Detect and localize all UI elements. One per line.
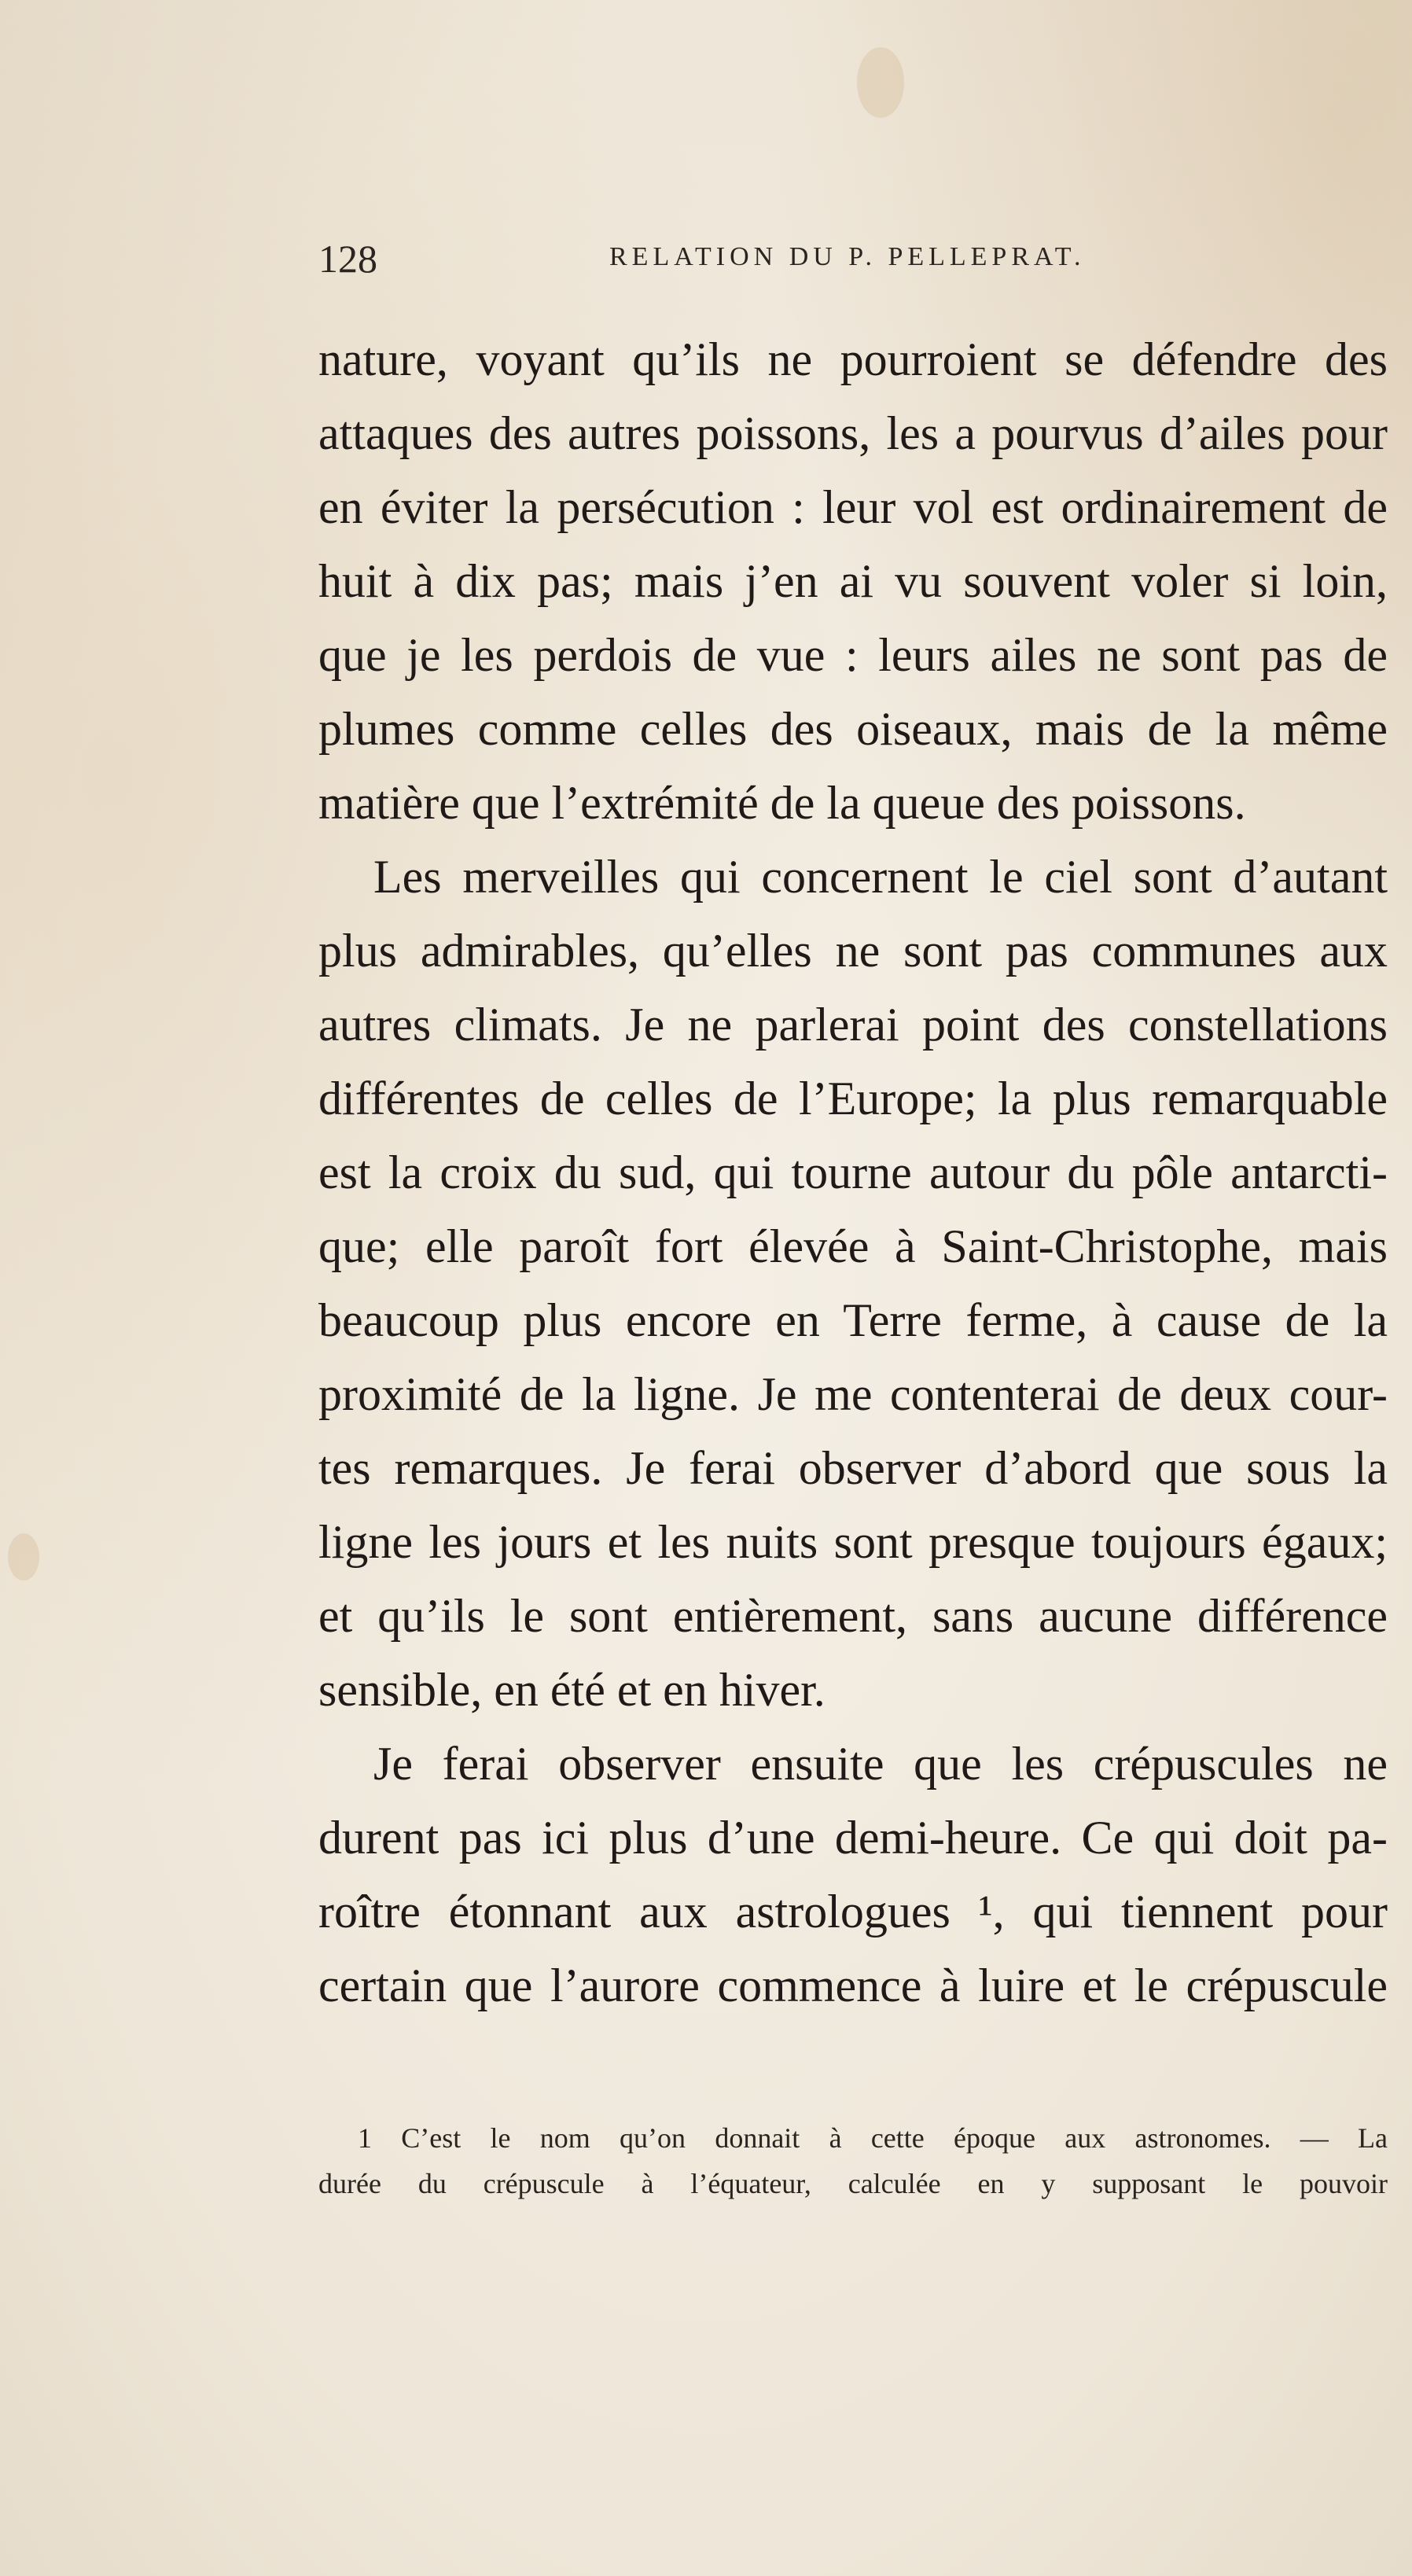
text-line: plus admirables, qu’elles ne sont pas communes aux (318, 925, 1388, 977)
text-line: proximité de la ligne. Je me contenterai de deux cour- (318, 1368, 1388, 1420)
paper-stain (8, 1533, 39, 1581)
text-line: attaques des autres poissons, les a pourvus d’ailes pour (318, 407, 1388, 459)
text-line: durent pas ici plus d’une demi-heure. Ce qui doit pa- (318, 1812, 1388, 1864)
text-line: huit à dix pas; mais j’en ai vu souvent voler si loin, (318, 555, 1388, 607)
page-header (318, 236, 1388, 299)
page-number: 128 (318, 237, 377, 281)
footnote-line: 1 C’est le nom qu’on donnait à cette époque aux astronomes. — La (358, 2122, 1388, 2154)
text-line: en éviter la persécution : leur vol est ordinairement de (318, 481, 1388, 533)
text-line: que; elle paroît fort élevée à Saint-Christophe, mais (318, 1220, 1388, 1272)
text-line: plumes comme celles des oiseaux, mais de la même (318, 703, 1388, 755)
text-line: nature, voyant qu’ils ne pourroient se défendre des (318, 333, 1388, 385)
text-line: matière que l’extrémité de la queue des poissons. (318, 777, 1246, 829)
footnotes (318, 2115, 1388, 2206)
text-line: est la croix du sud, qui tourne autour du pôle antarcti- (318, 1146, 1388, 1198)
text-line: et qu’ils le sont entièrement, sans aucune différence (318, 1590, 1388, 1642)
footnote-line: durée du crépuscule à l’équateur, calculée en y supposant le pouvoir (318, 2168, 1388, 2199)
body-text (318, 322, 1388, 2022)
text-line: Je ferai observer ensuite que les crépuscules ne (373, 1738, 1388, 1790)
text-line: Les merveilles qui concernent le ciel sont d’autant (373, 851, 1388, 903)
text-line: roître étonnant aux astrologues ¹, qui tiennent pour (318, 1886, 1388, 1938)
text-line: que je les perdois de vue : leurs ailes ne sont pas de (318, 629, 1388, 681)
text-line: autres climats. Je ne parlerai point des constellations (318, 999, 1388, 1051)
text-line: certain que l’aurore commence à luire et le crépuscule (318, 1960, 1388, 2011)
text-line: ligne les jours et les nuits sont presque toujours égaux; (318, 1516, 1388, 1568)
text-line: sensible, en été et en hiver. (318, 1664, 826, 1716)
text-line: tes remarques. Je ferai observer d’abord que sous la (318, 1442, 1388, 1494)
running-head: RELATION DU P. PELLEPRAT. (609, 242, 1086, 271)
text-line: beaucoup plus encore en Terre ferme, à cause de la (318, 1294, 1388, 1346)
paper-stain (857, 47, 904, 118)
text-line: différentes de celles de l’Europe; la plus remarquable (318, 1073, 1388, 1124)
